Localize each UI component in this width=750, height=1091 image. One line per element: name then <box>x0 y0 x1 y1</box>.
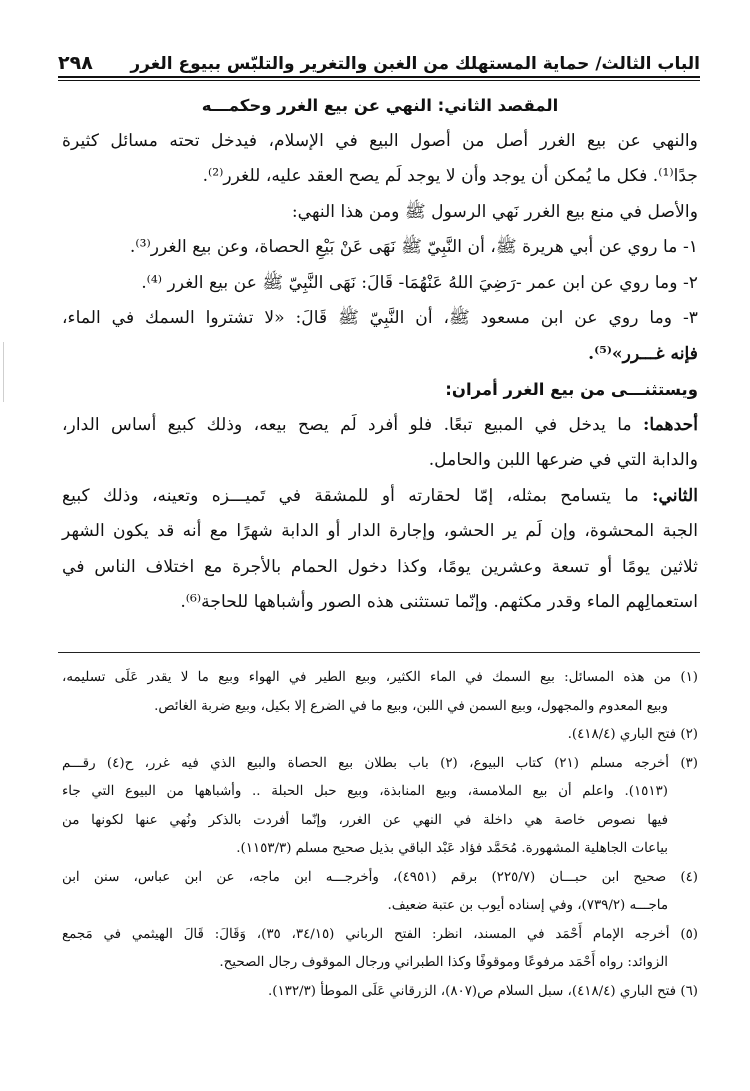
footnote-line: (٣) أخرجه مسلم (٢١) كتاب البيوع، (٢) باب بطلان بيع الحصاة والبيع الذي فيه غرر، ح(٤) رقـــم <box>62 755 698 771</box>
paragraph-line <box>62 479 698 515</box>
running-title: الباب الثالث/ حماية المستهلك من الغبن والتغرير والتلبّس ببيوع الغرر <box>130 54 700 74</box>
paragraph-line: ثلاثين يومًا أو تسعة وعشرين يومًا، وكذا دخول الحمام بالأجرة مع اختلاف الناس في <box>62 556 698 577</box>
main-text <box>62 88 698 621</box>
footnote-rule <box>58 652 700 653</box>
footnote-line: الزوائد: رواه أَحْمَد مرفوعًا وموقوفًا وكذا الطبراني ورجال الموقوف رجال الصحيح. <box>219 955 668 970</box>
first-label: أحدهما: <box>642 414 698 435</box>
second-label: الثاني: <box>652 485 698 506</box>
paragraph-line: والنهي عن بيع الغرر أصل من أصول البيع في الإسلام، فيدخل تحته مسائل كثيرة <box>62 130 698 151</box>
paragraph-line <box>62 408 698 444</box>
paragraph-line: والدابة التي في ضرعها اللبن والحامل. <box>428 450 698 470</box>
footnote-line: وبيع المعدوم والمجهول، وبيع السمن في اللبن، وبيع ما في الضرع إلا بكيل، وبيع ضربة الغائص. <box>154 698 668 714</box>
section-title: المقصد الثاني: النهي عن بيع الغرر وحكمـــه <box>201 96 559 115</box>
paragraph-line: استعمالِهم الماء وقدر مكثهم. وإنّما تستثنى هذه الصور وأشباهها للحاجة⁽⁶⁾. <box>180 592 698 612</box>
footnote-line: (٦) فتح الباري (٤١٨/٤)، سبل السلام ص(٨٠٧)، الزرقاني عَلَى الموطأ (١٣٢/٣). <box>267 983 698 999</box>
paragraph-line: والأصل في منع بيع الغرر نَهي الرسول ﷺ ومن هذا النهي: <box>291 201 698 222</box>
second-text: ما يتسامح بمثله، إمّا لحقارته أو للمشقة في تَميـــزه وتعينه، وذلك كبيع <box>62 485 653 506</box>
first-text: ما يدخل في المبيع تبعًا. فلو أفرد لَم يصح بيعه، وذلك كبيع أساس الدار، <box>62 414 643 435</box>
paragraph-line: جدًا⁽¹⁾. فكل ما يُمكن أن يوجد وأن لا يوجد لَم يصح العقد عليه، للغرر⁽²⁾. <box>202 166 698 186</box>
footnote-line: (١) من هذه المسائل: بيع السمك في الماء الكثير، وبيع الطير في الهواء وبيع ما لا يقدر عَلَى تسليمه، <box>62 670 698 685</box>
footnote-line: ماجـــه (٧٣٩/٢)، وفي إسناده أيوب بن عتبة ضعيف. <box>387 898 668 913</box>
page-header <box>58 40 700 74</box>
list-item: ٣- وما روي عن ابن مسعود ﷺ، أن النَّبِيّ ﷺ قَالَ: «لا تشتروا السمك في الماء، <box>62 308 698 328</box>
paragraph-line: الجبة المحشوة، وإن لَم ير الحشو، وإجارة الدار أو الدابة شهرًا مع أنه قد يكون الشهر <box>62 521 698 541</box>
list-item: ٢- وما روي عن ابن عمر -رَضِيَ اللهُ عَنْهُمَا- قَالَ: نَهَى النَّبِيّ ﷺ عن بيع الغرر ⁽⁴⁾. <box>141 272 698 293</box>
exceptions-heading: ويستثنـــى من بيع الغرر أمران: <box>445 380 698 399</box>
list-item: ١- ما روي عن أبي هريرة ﷺ، أن النَّبِيّ ﷺ نَهَى عَنْ بَيْعِ الحصاة، وعن بيع الغرر⁽³⁾. <box>129 237 698 257</box>
scan-edge-mark <box>3 342 4 402</box>
header-rule <box>58 76 700 81</box>
list-item-continuation: فإنه غـــرر»⁽⁵⁾. <box>588 343 698 364</box>
page-number: ٢٩٨ <box>58 52 93 74</box>
footnote-line: فيها نصوص خاصة هي داخلة في النهي عن الغرر، وإنّما أفردت بالذكر ونُهي عنها لكونها من <box>62 812 668 828</box>
footnote-line: (٤) صحيح ابن حبـــان (٢٢٥/٧) برقم (٤٩٥١)، وأخرجـــه ابن ماجه، عن ابن عباس، سنن ابن <box>62 869 698 885</box>
footnote-line: (٥) أخرجه الإمام أَحْمَد في المسند، انظر: الفتح الرباني (٣٤/١٥، ٣٥)، وَقَالَ: قَالَ الهيثمي في مَجمع <box>62 926 698 942</box>
footnote-line: بياعات الجاهلية المشهورة. مُحَمَّد فؤاد عَبْد الباقي بذيل صحيح مسلم (١١٥٣/٣). <box>236 841 668 856</box>
footnotes <box>62 664 698 1006</box>
footnote-line: (٢) فتح الباري (٤١٨/٤). <box>567 727 698 742</box>
footnote-line: (١٥١٣). واعلم أن بيع الملامسة، وبيع المنابذة، وبيع حبل الحبلة .. وأشباهها من البيوع التي جاء <box>62 784 668 799</box>
